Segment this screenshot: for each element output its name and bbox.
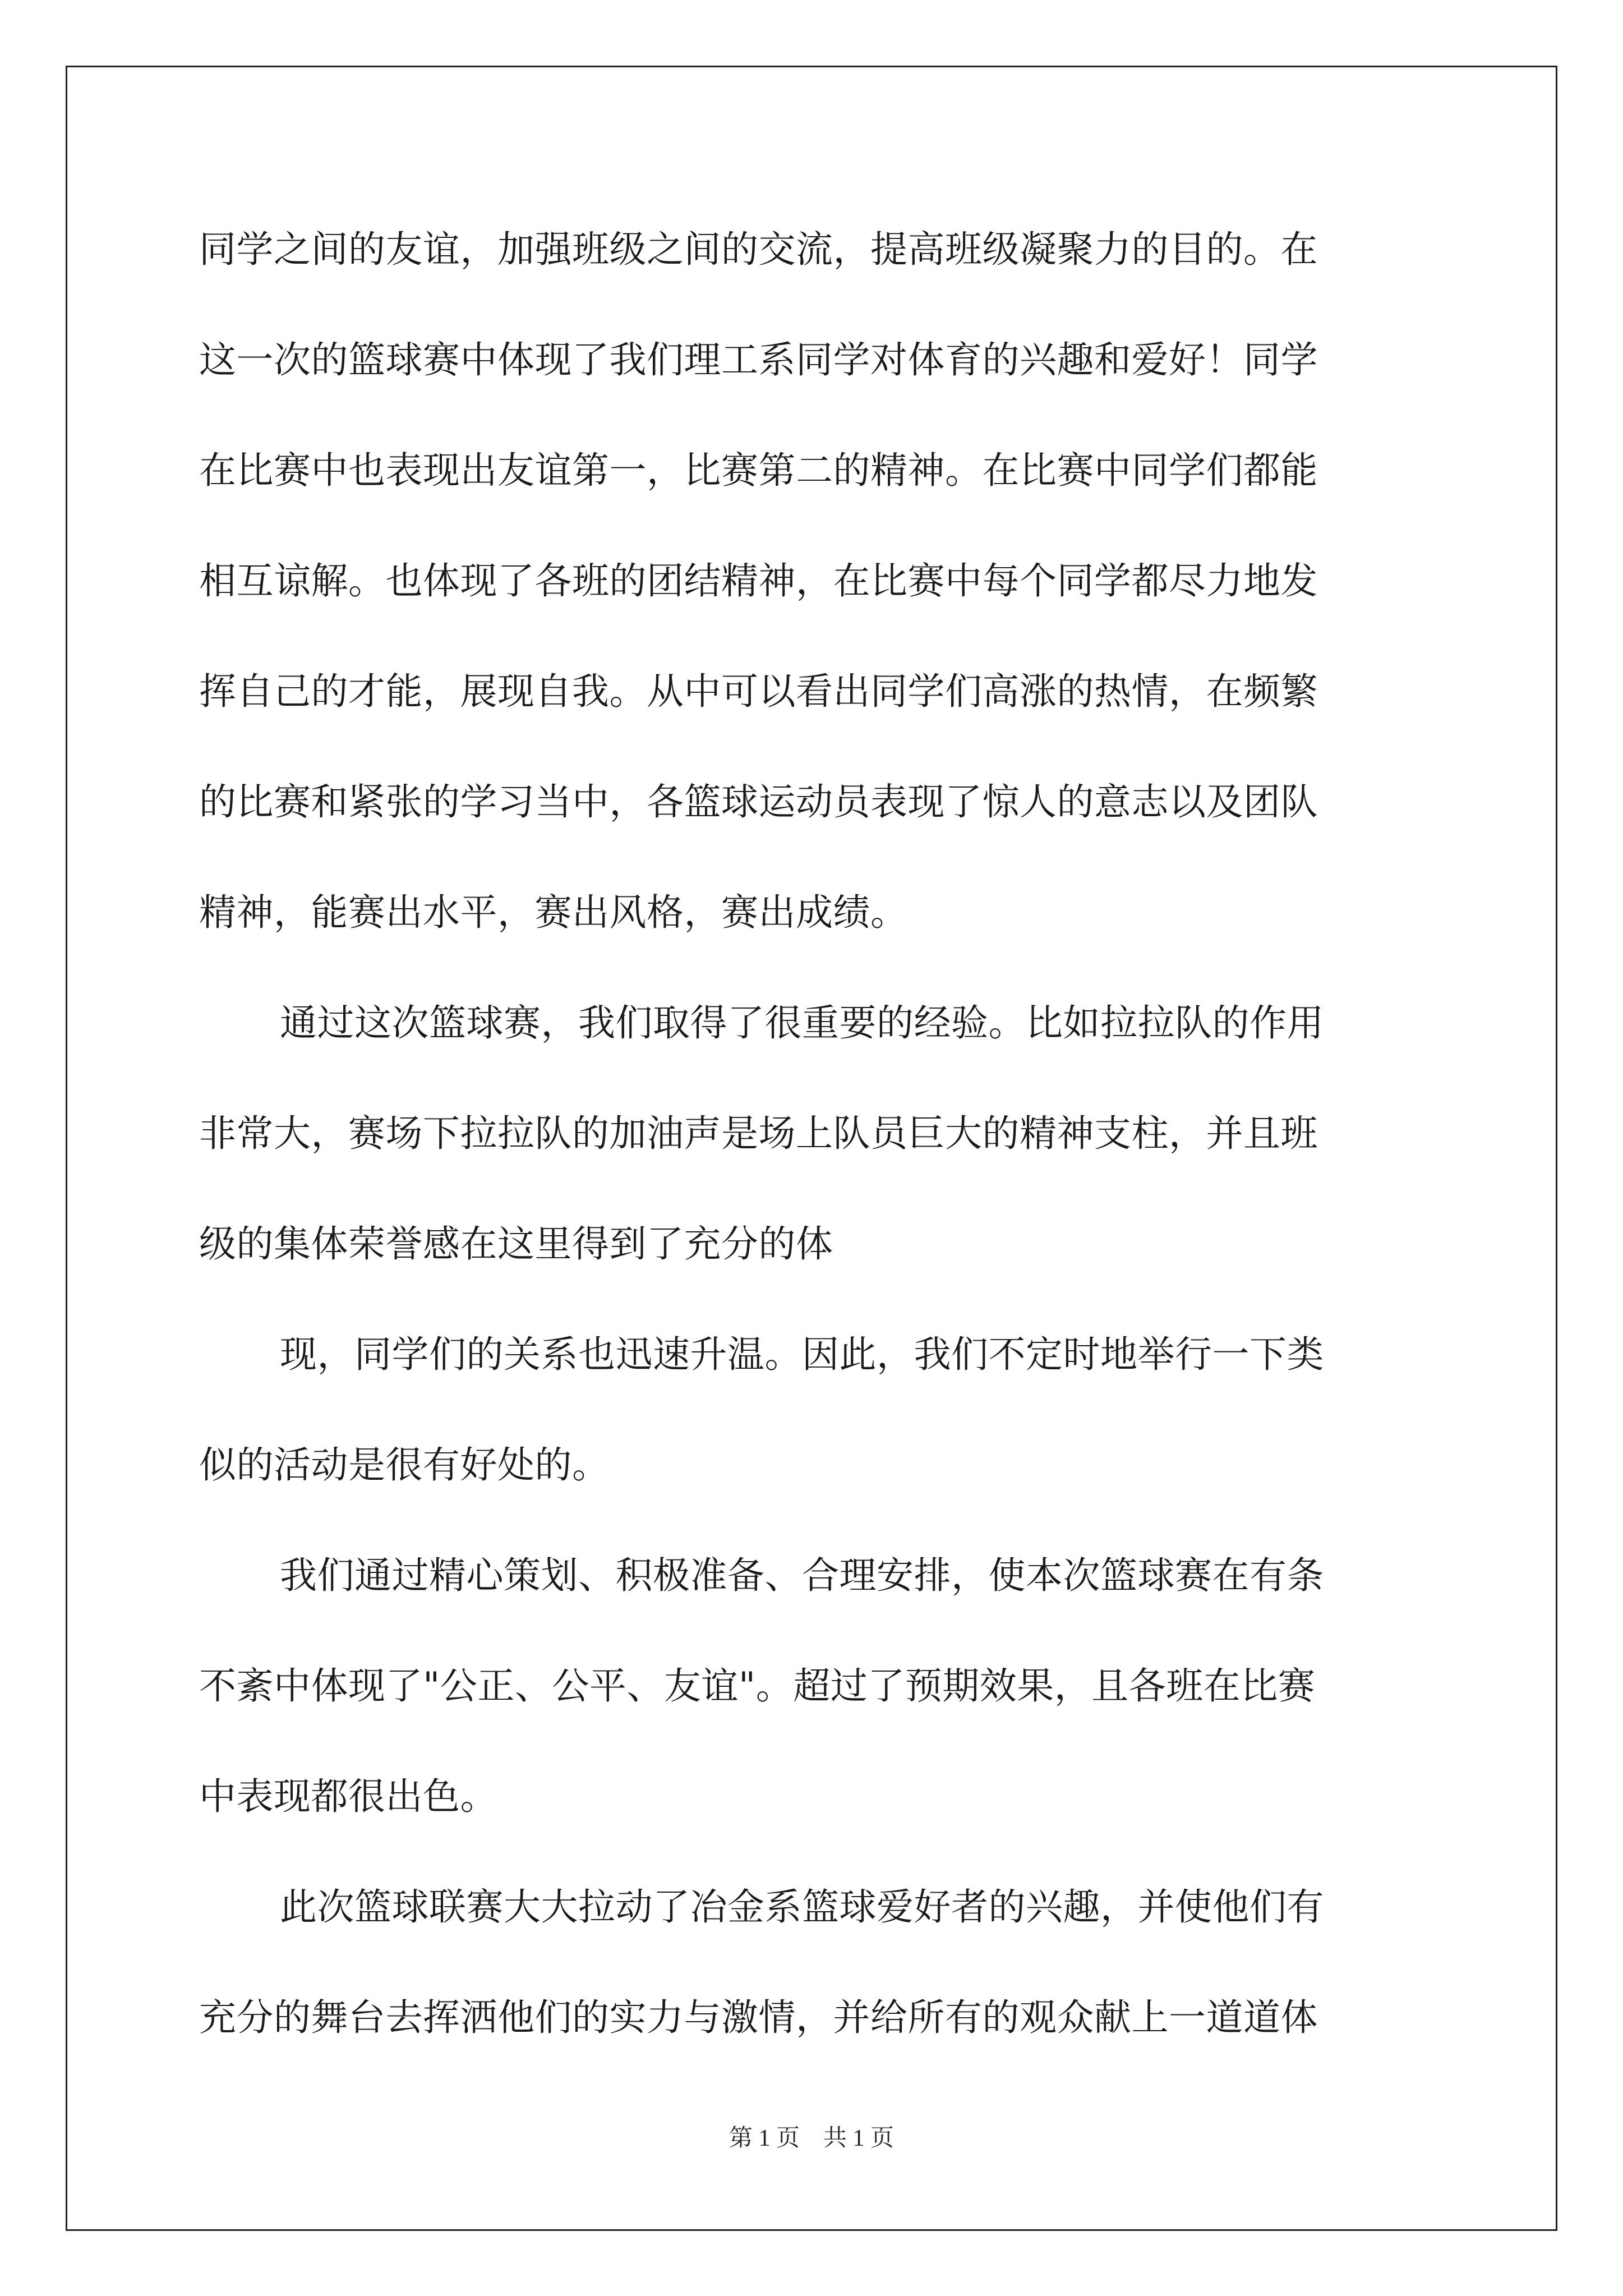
text-line: 同学之间的友谊，加强班级之间的交流，提高班级凝聚力的目的。在: [199, 228, 1318, 271]
text-line: 在比赛中也表现出友谊第一，比赛第二的精神。在比赛中同学们都能: [199, 449, 1318, 492]
text-line: 不紊中体现了"公正、公平、友谊"。超过了预期效果，且各班在比赛: [199, 1664, 1316, 1708]
text-line: 充分的舞台去挥洒他们的实力与激情，并给所有的观众献上一道道体: [199, 1996, 1318, 2039]
text-line: 似的活动是很有好处的。: [199, 1443, 610, 1487]
text-line: 现，同学们的关系也迅速升温。因此，我们不定时地举行一下类: [280, 1333, 1324, 1376]
text-line: 非常大，赛场下拉拉队的加油声是场上队员巨大的精神支柱，并且班: [199, 1112, 1318, 1155]
text-line: 中表现都很出色。: [199, 1775, 497, 1818]
text-line: 这一次的篮球赛中体现了我们理工系同学对体育的兴趣和爱好！同学: [199, 338, 1318, 381]
text-line: 此次篮球联赛大大拉动了冶金系篮球爱好者的兴趣，并使他们有: [280, 1885, 1324, 1929]
text-line: 级的集体荣誉感在这里得到了充分的体: [199, 1222, 833, 1266]
page-footer: 第 1 页 共 1 页: [728, 2125, 894, 2151]
text-line: 通过这次篮球赛，我们取得了很重要的经验。比如拉拉队的作用: [280, 1001, 1324, 1045]
text-line: 精神，能赛出水平，赛出风格，赛出成绩。: [199, 891, 908, 934]
text-line: 相互谅解。也体现了各班的团结精神，在比赛中每个同学都尽力地发: [199, 559, 1318, 602]
text-line: 的比赛和紧张的学习当中，各篮球运动员表现了惊人的意志以及团队: [199, 780, 1318, 823]
text-line: 我们通过精心策划、积极准备、合理安排，使本次篮球赛在有条: [280, 1554, 1324, 1597]
text-line: 挥自己的才能，展现自我。从中可以看出同学们高涨的热情，在频繁: [199, 670, 1318, 713]
